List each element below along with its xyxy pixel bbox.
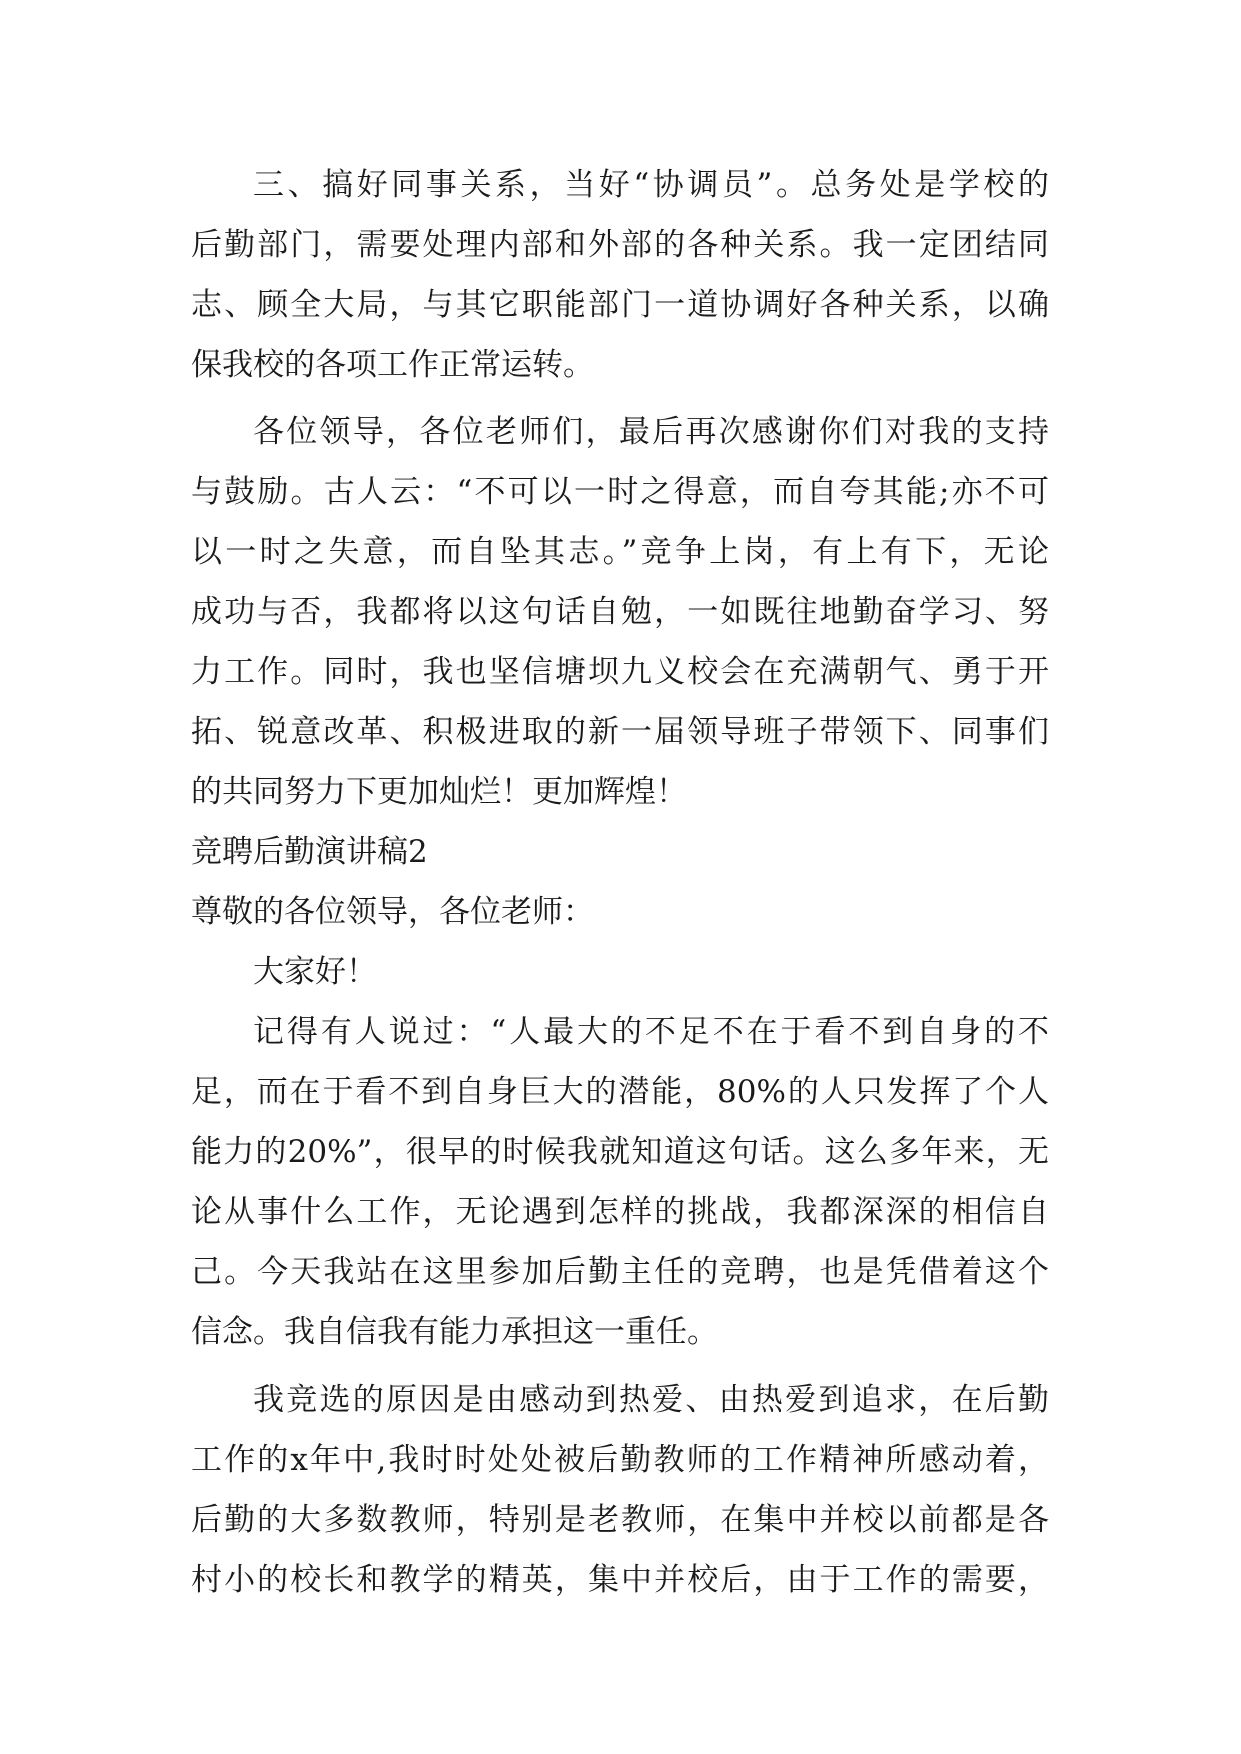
paragraph-line: 后勤部门，需要处理内部和外部的各种关系。我一定团结同 [191,227,1049,263]
paragraph-line: 后勤的大多数教师，特别是老教师，在集中并校以前都是各 [191,1502,1049,1538]
paragraph-line: 志、顾全大局，与其它职能部门一道协调好各种关系，以确 [191,287,1049,323]
section-heading: 竞聘后勤演讲稿2 [191,834,428,870]
paragraph-line: 论从事什么工作，无论遇到怎样的挑战，我都深深的相信自 [191,1194,1049,1230]
paragraph-line: 记得有人说过：“人最大的不足不在于看不到自身的不 [253,1014,1049,1050]
paragraph-line: 成功与否，我都将以这句话自勉，一如既往地勤奋学习、努 [191,594,1049,630]
paragraph-line: 拓、锐意改革、积极进取的新一届领导班子带领下、同事们 [191,714,1049,750]
paragraph-line: 工作的x年中,我时时处处被后勤教师的工作精神所感动着， [191,1442,1049,1478]
paragraph-line: 以一时之失意，而自坠其志。”竞争上岗，有上有下，无论 [191,534,1049,570]
paragraph-line: 各位领导，各位老师们，最后再次感谢你们对我的支持 [253,414,1049,450]
paragraph-line: 能力的20%”，很早的时候我就知道这句话。这么多年来，无 [191,1134,1049,1170]
paragraph-line: 足，而在于看不到自身巨大的潜能，80%的人只发挥了个人 [191,1074,1049,1110]
paragraph-line: 力工作。同时，我也坚信塘坝九义校会在充满朝气、勇于开 [191,654,1049,690]
paragraph-line: 村小的校长和教学的精英，集中并校后，由于工作的需要， [191,1562,1049,1598]
paragraph-line: 三、搞好同事关系，当好“协调员”。总务处是学校的 [253,167,1049,203]
greeting: 大家好！ [253,954,377,990]
paragraph-line: 己。今天我站在这里参加后勤主任的竞聘，也是凭借着这个 [191,1254,1049,1290]
paragraph-line: 我竞选的原因是由感动到热爱、由热爱到追求，在后勤 [253,1382,1049,1418]
paragraph-line: 的共同努力下更加灿烂！更加辉煌！ [191,774,687,810]
paragraph-line: 与鼓励。古人云：“不可以一时之得意，而自夸其能;亦不可 [191,474,1049,510]
paragraph-line: 信念。我自信我有能力承担这一重任。 [191,1314,718,1350]
paragraph-line: 保我校的各项工作正常运转。 [191,347,594,383]
salutation: 尊敬的各位领导，各位老师： [191,894,594,930]
